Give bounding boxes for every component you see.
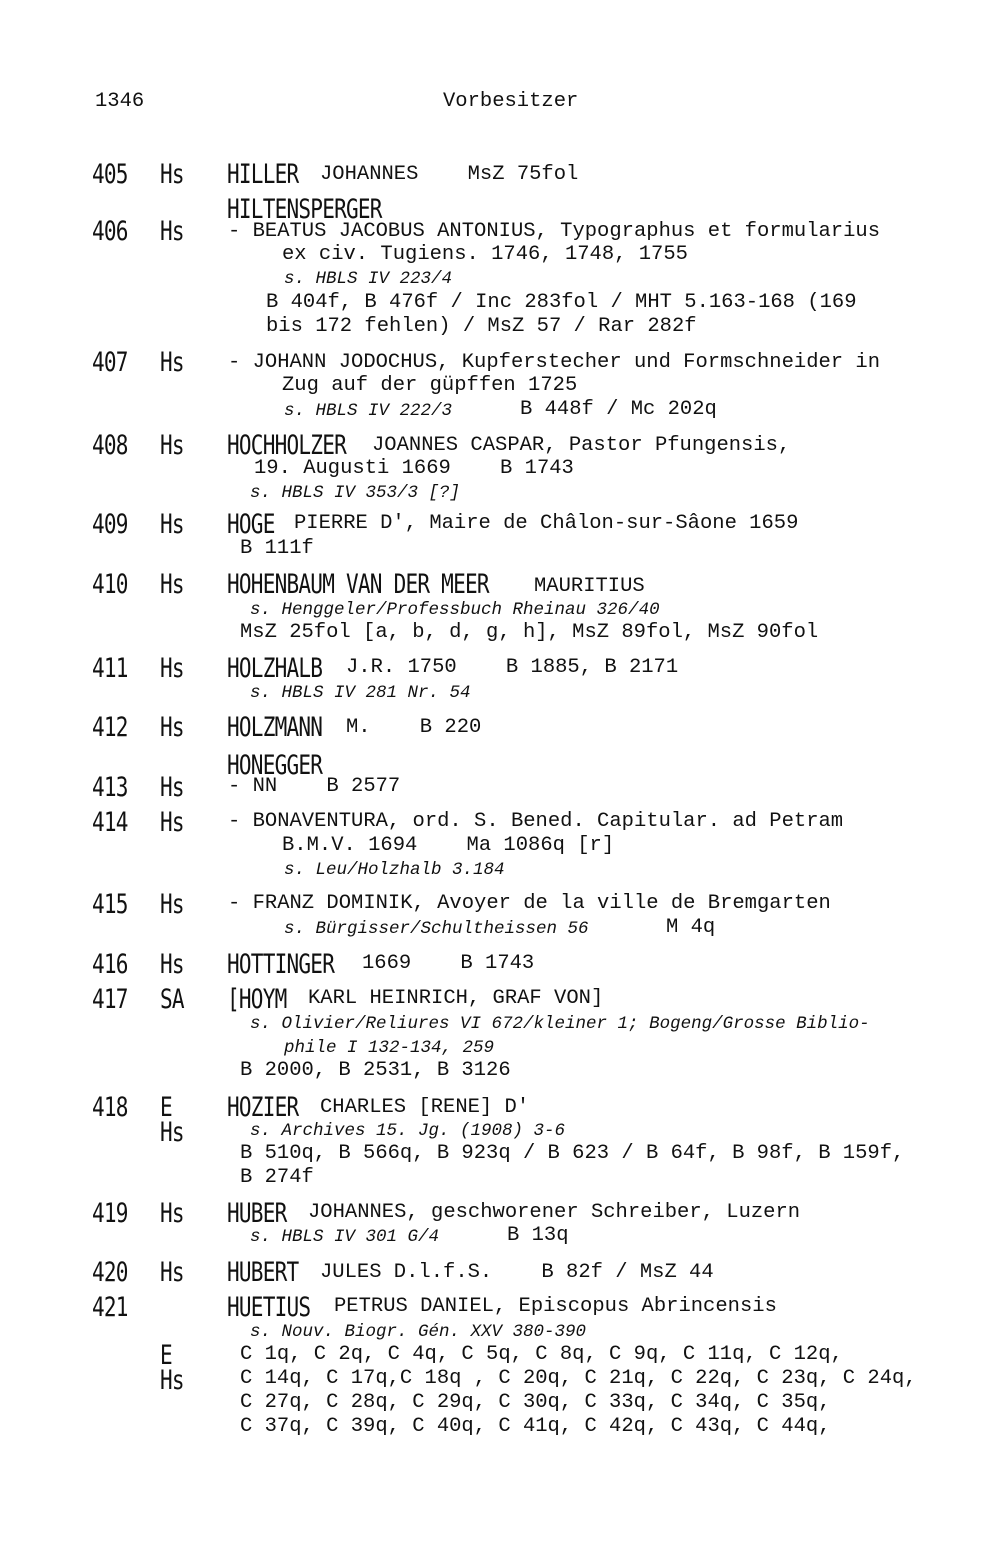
entry-text: JULES D.l.f.S. B 82f / MsZ 44 <box>320 1261 714 1284</box>
entry-reference: s. HBLS IV 301 G/4 <box>250 1227 440 1247</box>
entry-type: Hs <box>160 889 184 920</box>
page-title: Vorbesitzer <box>443 90 579 113</box>
entry-text: JOANNES CASPAR, Pastor Pfungensis, <box>372 434 791 457</box>
entry-text: B 2000, B 2531, B 3126 <box>240 1059 511 1082</box>
entry-text: C 37q, C 39q, C 40q, C 41q, C 42q, C 43q, C 44q, <box>240 1415 831 1438</box>
entry-text: JOHANNES MsZ 75fol <box>320 163 579 186</box>
entry-text: KARL HEINRICH, GRAF VON] <box>308 987 604 1010</box>
entry-number: 420 <box>92 1257 128 1288</box>
entry-reference: s. HBLS IV 222/3 <box>284 401 453 421</box>
entry-name: HONEGGER <box>227 750 323 781</box>
entry-reference: s. Nouv. Biogr. Gén. XXV 380-390 <box>250 1322 587 1342</box>
entry-name: HUBER <box>227 1198 287 1229</box>
entry-text: - BONAVENTURA, ord. S. Bened. Capitular. ad Petram <box>228 810 844 833</box>
entry-type: Hs <box>160 772 184 803</box>
entry-number: 406 <box>92 216 128 247</box>
entry-text: B 111f <box>240 537 314 560</box>
entry-text: bis 172 fehlen) / MsZ 57 / Rar 282f <box>266 315 697 338</box>
entry-type: Hs <box>160 347 184 378</box>
entry-type: Hs <box>160 509 184 540</box>
entry-name: HUETIUS <box>227 1292 311 1323</box>
entry-name: HILLER <box>227 159 299 190</box>
entry-name: HOCHHOLZER <box>227 430 346 461</box>
entry-type: Hs <box>160 1198 184 1229</box>
entry-name: HOLZMANN <box>227 712 323 743</box>
entry-text: - JOHANN JODOCHUS, Kupferstecher und Formschneider in <box>228 351 881 374</box>
entry-reference: s. Henggeler/Professbuch Rheinau 326/40 <box>250 600 660 620</box>
entry-text: B 448f / Mc 202q <box>520 398 717 421</box>
entry-text: C 27q, C 28q, C 29q, C 30q, C 33q, C 34q, C 35q, <box>240 1391 831 1414</box>
entry-text: B 510q, B 566q, B 923q / B 623 / B 64f, B 98f, B 159f, <box>240 1142 905 1165</box>
entry-type: Hs <box>160 807 184 838</box>
entry-reference: phile I 132-134, 259 <box>284 1038 495 1058</box>
entry-type: Hs <box>160 1365 184 1396</box>
entry-type: Hs <box>160 159 184 190</box>
entry-text: B 13q <box>507 1224 569 1247</box>
entry-number: 409 <box>92 509 128 540</box>
entry-number: 408 <box>92 430 128 461</box>
entry-number: 405 <box>92 159 128 190</box>
entry-number: 416 <box>92 949 128 980</box>
entry-number: 411 <box>92 653 128 684</box>
entry-text: M. B 220 <box>346 716 482 739</box>
entry-text: Zug auf der güpffen 1725 <box>282 374 578 397</box>
entry-reference: s. Leu/Holzhalb 3.184 <box>284 860 505 880</box>
entry-type: Hs <box>160 712 184 743</box>
entry-number: 410 <box>92 569 128 600</box>
entry-text: CHARLES [RENE] D' <box>320 1096 530 1119</box>
entry-text: MAURITIUS <box>534 575 645 598</box>
entry-name: HUBERT <box>227 1257 299 1288</box>
entry-type: E <box>160 1340 172 1371</box>
entry-text: C 14q, C 17q,C 18q , C 20q, C 21q, C 22q, C 23q, C 24q, <box>240 1367 917 1390</box>
entry-number: 419 <box>92 1198 128 1229</box>
entry-text: ex civ. Tugiens. 1746, 1748, 1755 <box>282 243 688 266</box>
entry-text: PIERRE D', Maire de Châlon-sur-Sâone 1659 <box>294 512 799 535</box>
entry-text: - BEATUS JACOBUS ANTONIUS, Typographus et formularius <box>228 220 881 243</box>
entry-text: - FRANZ DOMINIK, Avoyer de la ville de Bremgarten <box>228 892 831 915</box>
entry-text: 1669 B 1743 <box>362 952 535 975</box>
entry-text: B.M.V. 1694 Ma 1086q [r] <box>282 834 615 857</box>
entry-type: Hs <box>160 569 184 600</box>
entry-type: Hs <box>160 216 184 247</box>
entry-text: - NN B 2577 <box>228 775 401 798</box>
entry-reference: s. HBLS IV 281 Nr. 54 <box>250 683 471 703</box>
entry-name: HILTENSPERGER <box>227 194 382 225</box>
entry-reference: s. HBLS IV 353/3 [?] <box>250 483 461 503</box>
entry-text: J.R. 1750 B 1885, B 2171 <box>346 656 679 679</box>
entry-type: Hs <box>160 430 184 461</box>
entry-type: SA <box>160 984 184 1015</box>
entry-text: B 404f, B 476f / Inc 283fol / MHT 5.163-168 (169 <box>266 291 857 314</box>
entry-text: MsZ 25fol [a, b, d, g, h], MsZ 89fol, MsZ 90fol <box>240 621 819 644</box>
entry-text: 19. Augusti 1669 B 1743 <box>254 457 574 480</box>
entry-reference: s. Bürgisser/Schultheissen 56 <box>284 919 589 939</box>
entry-name: HOZIER <box>227 1092 299 1123</box>
entry-name: HOLZHALB <box>227 653 323 684</box>
entry-text: M 4q <box>666 916 716 939</box>
entry-number: 413 <box>92 772 128 803</box>
entry-type: Hs <box>160 1257 184 1288</box>
entry-reference: s. Olivier/Reliures VI 672/kleiner 1; Bogeng/Grosse Biblio- <box>250 1014 870 1034</box>
entry-number: 414 <box>92 807 128 838</box>
entry-name: HOTTINGER <box>227 949 335 980</box>
entry-text: PETRUS DANIEL, Episcopus Abrincensis <box>334 1295 777 1318</box>
entry-name: HOGE <box>227 509 275 540</box>
entry-reference: s. Archives 15. Jg. (1908) 3-6 <box>250 1121 566 1141</box>
entry-text: C 1q, C 2q, C 4q, C 5q, C 8q, C 9q, C 11q, C 12q, <box>240 1343 843 1366</box>
page-number: 1346 <box>95 90 145 113</box>
entry-text: B 274f <box>240 1166 314 1189</box>
entry-number: 415 <box>92 889 128 920</box>
entry-name: [HOYM <box>227 984 287 1015</box>
entry-number: 418 <box>92 1092 128 1123</box>
entry-type: Hs <box>160 1117 184 1148</box>
entry-number: 417 <box>92 984 128 1015</box>
entry-type: E <box>160 1092 172 1123</box>
entry-number: 412 <box>92 712 128 743</box>
entry-reference: s. HBLS IV 223/4 <box>284 269 453 289</box>
entry-type: Hs <box>160 653 184 684</box>
entry-text: JOHANNES, geschworener Schreiber, Luzern <box>308 1201 801 1224</box>
entry-type: Hs <box>160 949 184 980</box>
entry-name: HOHENBAUM VAN DER MEER <box>227 569 489 600</box>
entry-number: 407 <box>92 347 128 378</box>
entry-number: 421 <box>92 1292 128 1323</box>
